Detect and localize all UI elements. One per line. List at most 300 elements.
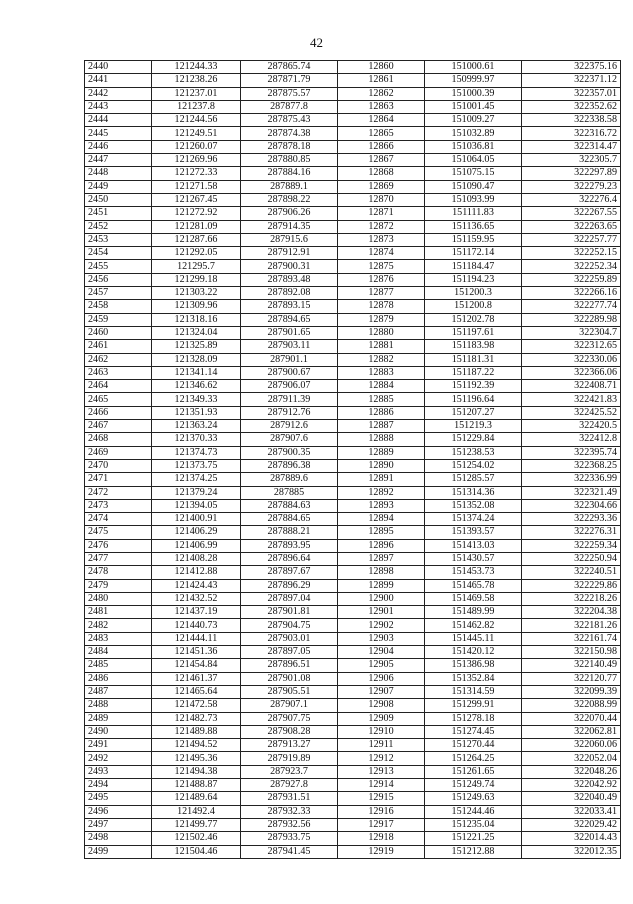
x-coordinate-left-cell: 121440.73 — [152, 619, 241, 632]
y-coordinate-right-cell: 322070.44 — [522, 712, 621, 725]
point-number-left-cell: 2454 — [85, 247, 152, 260]
x-coordinate-left-cell: 121272.92 — [152, 207, 241, 220]
point-number-right-cell: 12909 — [338, 712, 425, 725]
y-coordinate-right-cell: 322277.74 — [522, 300, 621, 313]
y-coordinate-right-cell: 322395.74 — [522, 446, 621, 459]
table-row — [85, 672, 621, 685]
point-number-right-cell: 12878 — [338, 300, 425, 313]
table-row — [85, 712, 621, 725]
point-number-left-cell: 2487 — [85, 685, 152, 698]
x-coordinate-right-cell: 151274.45 — [425, 725, 522, 738]
x-coordinate-right-cell: 151238.53 — [425, 446, 522, 459]
point-number-right-cell: 12890 — [338, 459, 425, 472]
y-coordinate-left-cell: 287904.75 — [241, 619, 338, 632]
point-number-right-cell: 12901 — [338, 606, 425, 619]
point-number-right-cell: 12863 — [338, 100, 425, 113]
point-number-right-cell: 12908 — [338, 699, 425, 712]
point-number-left-cell: 2497 — [85, 818, 152, 831]
point-number-left-cell: 2445 — [85, 127, 152, 140]
x-coordinate-left-cell: 121465.64 — [152, 685, 241, 698]
y-coordinate-left-cell: 287932.56 — [241, 818, 338, 831]
point-number-left-cell: 2489 — [85, 712, 152, 725]
point-number-right-cell: 12874 — [338, 247, 425, 260]
point-number-left-cell: 2458 — [85, 300, 152, 313]
y-coordinate-right-cell: 322321.49 — [522, 486, 621, 499]
point-number-right-cell: 12883 — [338, 366, 425, 379]
x-coordinate-left-cell: 121249.51 — [152, 127, 241, 140]
table-row — [85, 313, 621, 326]
point-number-left-cell: 2463 — [85, 366, 152, 379]
point-number-left-cell: 2470 — [85, 459, 152, 472]
point-number-right-cell: 12867 — [338, 154, 425, 167]
table-row — [85, 193, 621, 206]
x-coordinate-left-cell: 121363.24 — [152, 420, 241, 433]
y-coordinate-left-cell: 287889.1 — [241, 180, 338, 193]
y-coordinate-left-cell: 287901.08 — [241, 672, 338, 685]
point-number-left-cell: 2488 — [85, 699, 152, 712]
y-coordinate-left-cell: 287898.22 — [241, 193, 338, 206]
y-coordinate-left-cell: 287927.8 — [241, 779, 338, 792]
y-coordinate-left-cell: 287915.6 — [241, 233, 338, 246]
y-coordinate-right-cell: 322267.55 — [522, 207, 621, 220]
point-number-left-cell: 2494 — [85, 779, 152, 792]
point-number-right-cell: 12884 — [338, 380, 425, 393]
x-coordinate-left-cell: 121287.66 — [152, 233, 241, 246]
coordinates-table — [84, 60, 621, 859]
point-number-left-cell: 2460 — [85, 326, 152, 339]
y-coordinate-left-cell: 287905.51 — [241, 685, 338, 698]
point-number-right-cell: 12861 — [338, 74, 425, 87]
point-number-left-cell: 2448 — [85, 167, 152, 180]
y-coordinate-right-cell: 322150.98 — [522, 646, 621, 659]
point-number-right-cell: 12911 — [338, 739, 425, 752]
y-coordinate-left-cell: 287913.27 — [241, 739, 338, 752]
x-coordinate-right-cell: 151197.61 — [425, 326, 522, 339]
x-coordinate-right-cell: 151261.65 — [425, 765, 522, 778]
x-coordinate-right-cell: 151278.18 — [425, 712, 522, 725]
table-row — [85, 526, 621, 539]
x-coordinate-left-cell: 121244.56 — [152, 114, 241, 127]
y-coordinate-right-cell: 322052.04 — [522, 752, 621, 765]
y-coordinate-left-cell: 287893.48 — [241, 273, 338, 286]
x-coordinate-left-cell: 121237.01 — [152, 87, 241, 100]
y-coordinate-right-cell: 322099.39 — [522, 685, 621, 698]
table-row — [85, 792, 621, 805]
point-number-right-cell: 12895 — [338, 526, 425, 539]
point-number-right-cell: 12868 — [338, 167, 425, 180]
x-coordinate-left-cell: 121244.33 — [152, 61, 241, 74]
x-coordinate-left-cell: 121292.05 — [152, 247, 241, 260]
y-coordinate-left-cell: 287884.16 — [241, 167, 338, 180]
point-number-left-cell: 2493 — [85, 765, 152, 778]
y-coordinate-left-cell: 287933.75 — [241, 832, 338, 845]
table-row — [85, 685, 621, 698]
table-row — [85, 326, 621, 339]
y-coordinate-right-cell: 322421.83 — [522, 393, 621, 406]
y-coordinate-right-cell: 322425.52 — [522, 406, 621, 419]
table-row — [85, 818, 621, 831]
x-coordinate-right-cell: 151420.12 — [425, 646, 522, 659]
point-number-right-cell: 12880 — [338, 326, 425, 339]
y-coordinate-right-cell: 322120.77 — [522, 672, 621, 685]
y-coordinate-right-cell: 322257.77 — [522, 233, 621, 246]
x-coordinate-left-cell: 121406.29 — [152, 526, 241, 539]
point-number-right-cell: 12907 — [338, 685, 425, 698]
y-coordinate-left-cell: 287896.29 — [241, 579, 338, 592]
point-number-left-cell: 2457 — [85, 287, 152, 300]
y-coordinate-left-cell: 287911.39 — [241, 393, 338, 406]
table-row — [85, 539, 621, 552]
x-coordinate-left-cell: 121295.7 — [152, 260, 241, 273]
y-coordinate-left-cell: 287912.6 — [241, 420, 338, 433]
y-coordinate-left-cell: 287865.74 — [241, 61, 338, 74]
x-coordinate-left-cell: 121271.58 — [152, 180, 241, 193]
point-number-left-cell: 2461 — [85, 340, 152, 353]
x-coordinate-left-cell: 121432.52 — [152, 592, 241, 605]
y-coordinate-left-cell: 287931.51 — [241, 792, 338, 805]
y-coordinate-left-cell: 287896.38 — [241, 459, 338, 472]
x-coordinate-left-cell: 121272.33 — [152, 167, 241, 180]
table-row — [85, 207, 621, 220]
y-coordinate-right-cell: 322375.16 — [522, 61, 621, 74]
point-number-left-cell: 2483 — [85, 632, 152, 645]
point-number-left-cell: 2451 — [85, 207, 152, 220]
table-row — [85, 739, 621, 752]
y-coordinate-right-cell: 322276.31 — [522, 526, 621, 539]
table-row — [85, 154, 621, 167]
table-row — [85, 340, 621, 353]
x-coordinate-left-cell: 121412.88 — [152, 566, 241, 579]
table-row — [85, 114, 621, 127]
table-row — [85, 765, 621, 778]
y-coordinate-left-cell: 287901.1 — [241, 353, 338, 366]
point-number-left-cell: 2467 — [85, 420, 152, 433]
x-coordinate-right-cell: 150999.97 — [425, 74, 522, 87]
y-coordinate-right-cell: 322263.65 — [522, 220, 621, 233]
y-coordinate-right-cell: 322366.06 — [522, 366, 621, 379]
x-coordinate-right-cell: 151465.78 — [425, 579, 522, 592]
table-row — [85, 353, 621, 366]
point-number-right-cell: 12866 — [338, 140, 425, 153]
y-coordinate-right-cell: 322312.65 — [522, 340, 621, 353]
point-number-right-cell: 12870 — [338, 193, 425, 206]
x-coordinate-right-cell: 151032.89 — [425, 127, 522, 140]
point-number-left-cell: 2477 — [85, 552, 152, 565]
x-coordinate-left-cell: 121492.4 — [152, 805, 241, 818]
table-row — [85, 606, 621, 619]
x-coordinate-right-cell: 151036.81 — [425, 140, 522, 153]
point-number-left-cell: 2496 — [85, 805, 152, 818]
point-number-right-cell: 12864 — [338, 114, 425, 127]
point-number-left-cell: 2453 — [85, 233, 152, 246]
point-number-right-cell: 12906 — [338, 672, 425, 685]
y-coordinate-right-cell: 322352.62 — [522, 100, 621, 113]
y-coordinate-left-cell: 287878.18 — [241, 140, 338, 153]
x-coordinate-right-cell: 151159.95 — [425, 233, 522, 246]
point-number-left-cell: 2444 — [85, 114, 152, 127]
x-coordinate-left-cell: 121502.46 — [152, 832, 241, 845]
y-coordinate-left-cell: 287906.07 — [241, 380, 338, 393]
table-row — [85, 100, 621, 113]
y-coordinate-right-cell: 322048.26 — [522, 765, 621, 778]
table-row — [85, 61, 621, 74]
x-coordinate-right-cell: 151181.31 — [425, 353, 522, 366]
point-number-right-cell: 12869 — [338, 180, 425, 193]
point-number-left-cell: 2452 — [85, 220, 152, 233]
x-coordinate-right-cell: 151430.57 — [425, 552, 522, 565]
table-row — [85, 180, 621, 193]
table-row — [85, 592, 621, 605]
point-number-left-cell: 2490 — [85, 725, 152, 738]
y-coordinate-left-cell: 287893.15 — [241, 300, 338, 313]
y-coordinate-right-cell: 322161.74 — [522, 632, 621, 645]
x-coordinate-left-cell: 121349.33 — [152, 393, 241, 406]
point-number-left-cell: 2486 — [85, 672, 152, 685]
point-number-left-cell: 2484 — [85, 646, 152, 659]
x-coordinate-right-cell: 151200.8 — [425, 300, 522, 313]
point-number-left-cell: 2498 — [85, 832, 152, 845]
table-row — [85, 87, 621, 100]
y-coordinate-right-cell: 322088.99 — [522, 699, 621, 712]
point-number-right-cell: 12905 — [338, 659, 425, 672]
x-coordinate-right-cell: 151136.65 — [425, 220, 522, 233]
point-number-left-cell: 2462 — [85, 353, 152, 366]
point-number-right-cell: 12888 — [338, 433, 425, 446]
table-row — [85, 247, 621, 260]
x-coordinate-left-cell: 121328.09 — [152, 353, 241, 366]
point-number-left-cell: 2474 — [85, 513, 152, 526]
y-coordinate-left-cell: 287914.35 — [241, 220, 338, 233]
y-coordinate-right-cell: 322259.89 — [522, 273, 621, 286]
table-row — [85, 459, 621, 472]
y-coordinate-left-cell: 287901.81 — [241, 606, 338, 619]
point-number-left-cell: 2464 — [85, 380, 152, 393]
y-coordinate-left-cell: 287877.8 — [241, 100, 338, 113]
x-coordinate-left-cell: 121260.07 — [152, 140, 241, 153]
x-coordinate-left-cell: 121424.43 — [152, 579, 241, 592]
x-coordinate-right-cell: 151064.05 — [425, 154, 522, 167]
x-coordinate-left-cell: 121454.84 — [152, 659, 241, 672]
x-coordinate-left-cell: 121406.99 — [152, 539, 241, 552]
table-row — [85, 779, 621, 792]
table-row — [85, 473, 621, 486]
table-row — [85, 486, 621, 499]
page-number: 42 — [310, 35, 323, 50]
y-coordinate-right-cell: 322042.92 — [522, 779, 621, 792]
table-row — [85, 300, 621, 313]
y-coordinate-right-cell: 322140.49 — [522, 659, 621, 672]
y-coordinate-right-cell: 322293.36 — [522, 513, 621, 526]
y-coordinate-right-cell: 322412.8 — [522, 433, 621, 446]
point-number-right-cell: 12904 — [338, 646, 425, 659]
point-number-right-cell: 12891 — [338, 473, 425, 486]
x-coordinate-right-cell: 151352.84 — [425, 672, 522, 685]
y-coordinate-left-cell: 287896.51 — [241, 659, 338, 672]
x-coordinate-left-cell: 121324.04 — [152, 326, 241, 339]
y-coordinate-right-cell: 322204.38 — [522, 606, 621, 619]
table-row — [85, 499, 621, 512]
x-coordinate-right-cell: 151249.74 — [425, 779, 522, 792]
point-number-left-cell: 2469 — [85, 446, 152, 459]
point-number-left-cell: 2475 — [85, 526, 152, 539]
y-coordinate-left-cell: 287897.04 — [241, 592, 338, 605]
point-number-right-cell: 12912 — [338, 752, 425, 765]
table-row — [85, 220, 621, 233]
x-coordinate-right-cell: 151000.39 — [425, 87, 522, 100]
point-number-left-cell: 2472 — [85, 486, 152, 499]
y-coordinate-right-cell: 322060.06 — [522, 739, 621, 752]
y-coordinate-left-cell: 287900.67 — [241, 366, 338, 379]
point-number-right-cell: 12860 — [338, 61, 425, 74]
x-coordinate-left-cell: 121489.64 — [152, 792, 241, 805]
x-coordinate-right-cell: 151202.78 — [425, 313, 522, 326]
y-coordinate-left-cell: 287896.64 — [241, 552, 338, 565]
x-coordinate-right-cell: 151285.57 — [425, 473, 522, 486]
point-number-left-cell: 2499 — [85, 845, 152, 858]
table-row — [85, 725, 621, 738]
x-coordinate-right-cell: 151264.25 — [425, 752, 522, 765]
y-coordinate-right-cell: 322252.15 — [522, 247, 621, 260]
point-number-right-cell: 12876 — [338, 273, 425, 286]
table-row — [85, 420, 621, 433]
x-coordinate-left-cell: 121494.52 — [152, 739, 241, 752]
x-coordinate-left-cell: 121370.33 — [152, 433, 241, 446]
y-coordinate-right-cell: 322240.51 — [522, 566, 621, 579]
table-row — [85, 74, 621, 87]
table-row — [85, 805, 621, 818]
point-number-left-cell: 2492 — [85, 752, 152, 765]
table-row — [85, 659, 621, 672]
y-coordinate-right-cell: 322357.01 — [522, 87, 621, 100]
y-coordinate-left-cell: 287897.05 — [241, 646, 338, 659]
x-coordinate-left-cell: 121309.96 — [152, 300, 241, 313]
x-coordinate-right-cell: 151093.99 — [425, 193, 522, 206]
point-number-left-cell: 2482 — [85, 619, 152, 632]
y-coordinate-left-cell: 287885 — [241, 486, 338, 499]
x-coordinate-left-cell: 121237.8 — [152, 100, 241, 113]
point-number-left-cell: 2440 — [85, 61, 152, 74]
point-number-right-cell: 12885 — [338, 393, 425, 406]
x-coordinate-right-cell: 151221.25 — [425, 832, 522, 845]
point-number-right-cell: 12887 — [338, 420, 425, 433]
y-coordinate-left-cell: 287907.75 — [241, 712, 338, 725]
x-coordinate-left-cell: 121489.88 — [152, 725, 241, 738]
y-coordinate-left-cell: 287923.7 — [241, 765, 338, 778]
y-coordinate-right-cell: 322408.71 — [522, 380, 621, 393]
x-coordinate-right-cell: 151192.39 — [425, 380, 522, 393]
x-coordinate-right-cell: 151462.82 — [425, 619, 522, 632]
x-coordinate-left-cell: 121238.26 — [152, 74, 241, 87]
point-number-left-cell: 2450 — [85, 193, 152, 206]
point-number-left-cell: 2471 — [85, 473, 152, 486]
x-coordinate-left-cell: 121504.46 — [152, 845, 241, 858]
point-number-right-cell: 12897 — [338, 552, 425, 565]
x-coordinate-right-cell: 151187.22 — [425, 366, 522, 379]
y-coordinate-right-cell: 322218.26 — [522, 592, 621, 605]
point-number-right-cell: 12871 — [338, 207, 425, 220]
x-coordinate-left-cell: 121269.96 — [152, 154, 241, 167]
table-row — [85, 140, 621, 153]
point-number-left-cell: 2476 — [85, 539, 152, 552]
table-row — [85, 380, 621, 393]
coordinates-table-body — [85, 61, 621, 859]
y-coordinate-left-cell: 287875.57 — [241, 87, 338, 100]
x-coordinate-right-cell: 151200.3 — [425, 287, 522, 300]
table-row — [85, 287, 621, 300]
y-coordinate-left-cell: 287903.11 — [241, 340, 338, 353]
x-coordinate-left-cell: 121318.16 — [152, 313, 241, 326]
x-coordinate-right-cell: 151111.83 — [425, 207, 522, 220]
y-coordinate-left-cell: 287906.26 — [241, 207, 338, 220]
y-coordinate-left-cell: 287912.91 — [241, 247, 338, 260]
x-coordinate-right-cell: 151445.11 — [425, 632, 522, 645]
x-coordinate-right-cell: 151374.24 — [425, 513, 522, 526]
point-number-left-cell: 2485 — [85, 659, 152, 672]
table-row — [85, 632, 621, 645]
point-number-left-cell: 2441 — [85, 74, 152, 87]
x-coordinate-left-cell: 121488.87 — [152, 779, 241, 792]
point-number-right-cell: 12914 — [338, 779, 425, 792]
x-coordinate-right-cell: 151090.47 — [425, 180, 522, 193]
table-row — [85, 273, 621, 286]
point-number-right-cell: 12917 — [338, 818, 425, 831]
x-coordinate-right-cell: 151393.57 — [425, 526, 522, 539]
point-number-left-cell: 2455 — [85, 260, 152, 273]
point-number-right-cell: 12893 — [338, 499, 425, 512]
y-coordinate-right-cell: 322276.4 — [522, 193, 621, 206]
y-coordinate-left-cell: 287871.79 — [241, 74, 338, 87]
table-row — [85, 366, 621, 379]
point-number-right-cell: 12918 — [338, 832, 425, 845]
y-coordinate-right-cell: 322062.81 — [522, 725, 621, 738]
y-coordinate-left-cell: 287892.08 — [241, 287, 338, 300]
table-row — [85, 393, 621, 406]
x-coordinate-right-cell: 151244.46 — [425, 805, 522, 818]
y-coordinate-left-cell: 287907.1 — [241, 699, 338, 712]
point-number-left-cell: 2443 — [85, 100, 152, 113]
x-coordinate-right-cell: 151314.59 — [425, 685, 522, 698]
y-coordinate-left-cell: 287894.65 — [241, 313, 338, 326]
x-coordinate-right-cell: 151453.73 — [425, 566, 522, 579]
x-coordinate-left-cell: 121351.93 — [152, 406, 241, 419]
x-coordinate-right-cell: 151352.08 — [425, 499, 522, 512]
x-coordinate-left-cell: 121482.73 — [152, 712, 241, 725]
y-coordinate-right-cell: 322371.12 — [522, 74, 621, 87]
x-coordinate-right-cell: 151489.99 — [425, 606, 522, 619]
point-number-left-cell: 2447 — [85, 154, 152, 167]
x-coordinate-right-cell: 151314.36 — [425, 486, 522, 499]
x-coordinate-left-cell: 121379.24 — [152, 486, 241, 499]
x-coordinate-right-cell: 151183.98 — [425, 340, 522, 353]
y-coordinate-right-cell: 322012.35 — [522, 845, 621, 858]
table-row — [85, 513, 621, 526]
point-number-right-cell: 12889 — [338, 446, 425, 459]
x-coordinate-left-cell: 121303.22 — [152, 287, 241, 300]
table-row — [85, 845, 621, 858]
point-number-right-cell: 12862 — [338, 87, 425, 100]
point-number-right-cell: 12879 — [338, 313, 425, 326]
point-number-left-cell: 2442 — [85, 87, 152, 100]
table-row — [85, 832, 621, 845]
point-number-left-cell: 2479 — [85, 579, 152, 592]
x-coordinate-left-cell: 121461.37 — [152, 672, 241, 685]
x-coordinate-right-cell: 151299.91 — [425, 699, 522, 712]
point-number-right-cell: 12915 — [338, 792, 425, 805]
y-coordinate-right-cell: 322304.66 — [522, 499, 621, 512]
table-row — [85, 552, 621, 565]
x-coordinate-left-cell: 121373.75 — [152, 459, 241, 472]
x-coordinate-left-cell: 121281.09 — [152, 220, 241, 233]
